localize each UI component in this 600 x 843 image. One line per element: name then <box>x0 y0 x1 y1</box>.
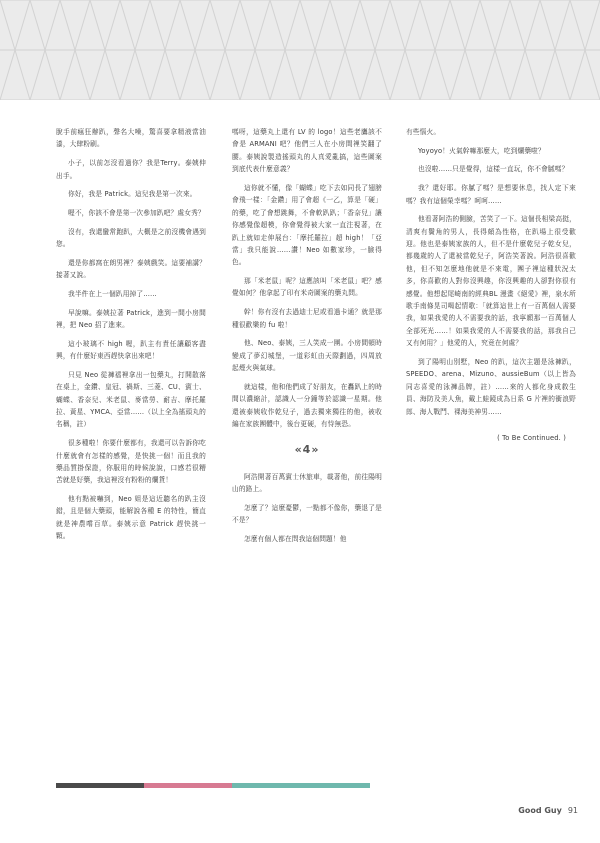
paragraph: 嗎呀，這藥丸上還有 LV 的 logo！這些老鷹該不會是 ARMANI 吧？他們三人在小房間裡笑翻了腰。泰姨說製造搖頭丸的人真愛亂搞，這些圖案到底代表什麼意義？ <box>232 128 382 174</box>
paragraph: 阿浩開著百萬賓士休旅車，載著他，前往陽明山的路上。 <box>232 472 382 494</box>
paragraph: 那「米老鼠」呢？這應該叫「米老鼠」吧？感覺如何？他拿起了印有米奇圖案的藥丸問。 <box>232 277 382 298</box>
footer-bar-dark <box>56 783 144 788</box>
paragraph: 怎麼有個人都在問我這個問題！他 <box>244 535 347 544</box>
page-footer <box>518 806 578 815</box>
paragraph: 早說嘛。泰姨拉著 Patrick，進到一間小房間裡，把 Neo 招了進來。 <box>56 308 206 329</box>
paragraph: 還是你都窩在朗男裡？泰姨戲笑。這要補講？接著又說。 <box>56 258 206 280</box>
section-number: «4» <box>294 443 320 457</box>
footer-bar-pink <box>144 783 232 788</box>
paragraph: 他有點被嚇到，Neo 姐是這近聽名的趴主沒錯，且是個大藥頭，能解說各種 E 的特性，簡直就是神農嚐百草。泰姨示意 Patrick 趕快挑一顆。 <box>56 495 206 541</box>
header-pattern <box>0 0 600 100</box>
paragraph: 有些惱火。 <box>406 128 441 136</box>
page-number: 91 <box>567 806 578 815</box>
column-3 <box>406 126 576 766</box>
paragraph: 喔不，你該不會是第一次參加趴吧？處女秀？ <box>68 208 205 217</box>
paragraph: 這小玻璃不 high 喔，趴主有責任讓顧客盡興，有什麼好東西趕快拿出來吧！ <box>56 339 206 361</box>
paragraph: 怎麼了？這麼憂鬱，一點都不像你，藥退了是不是？ <box>232 503 382 525</box>
paragraph: 到了陽明山別墅，Neo 的趴，這次主題是泳褲趴，SPEEDO、arena、Mizuno、aussieBum（以上皆為同志喜愛的泳褲品牌，註）……來的人都化身成救生員、海防及美人魚，戴上蛙鏡成為日系 G 片裡的衝浪野郎、海人戰鬥、裸海美神男…… <box>406 357 576 416</box>
paragraph: 脫手前瘋狂辦趴，聲名大噪，驚喜要拿精液當油漆，大肆粉刷。 <box>56 128 206 149</box>
paragraph: Yoyoyo！火氣幹嘛那麼大，吃到爛藥啦？ <box>418 146 545 155</box>
magazine-name: Good Guy <box>518 806 562 815</box>
paragraph: 也沒啦……只是覺得，這樣一直玩，你不會膩嗎？ <box>418 165 569 174</box>
paragraph: 這你就不懂，像「蝴蝶」吃下去如同長了翅膀會飛一樣：「金鑽」用了會超《一乙，算是「硬」的藥，吃了會想跳舞，不會軟趴趴；「香奈兒」讓你感覺像超模，你會覺得被大家一直注視著，在趴上就如走伸展台：「摩托羅拉」超 high！「亞當」我只能說……讚！Neo 如數家珍，一臉得色。 <box>232 183 382 267</box>
triangle-pattern-icon <box>0 0 600 100</box>
to-be-continued: ( To Be Continued. ) <box>497 434 566 443</box>
article-body <box>56 126 576 771</box>
paragraph: 沒有，我還蠻常跑趴，大概是之前沒機會遇到您。 <box>56 227 206 249</box>
paragraph: 他看著阿浩的側臉，苦笑了一下。這個長相梁高挺，清爽有鬢角的男人，長得頗為性格，在趴場上很受歡迎。他也是泰姨家族的人，但不是什麼乾兒子乾女兒，都幾歲的人了還被當乾兒子，阿浩笑著說。阿浩很喜歡他，但不知怎麼地他就是不來電，團子裡這種狀況太多，你喜歡的人對你沒興趣，你沒興趣的人卻對你很有感覺。他想起尾崎南的經典BL 漫畫《絕愛》裡，泉水所歌手南條晃司喝起情歌：「就算這世上有一百萬個人需要我，如果我愛的人不需要我的話，我寧願那一百萬個人全部死光……！如果我愛的人不需要我的話，那我自己又有何用？」他愛的人，究竟在何處？ <box>406 215 576 348</box>
paragraph: 我？還好耶。你膩了嗎？是想要休息，找人定下來嗎？我有這個榮幸嗎？呵呵…… <box>406 184 576 205</box>
paragraph: 小子，以前怎沒看過你？我是Terry。泰姨伸出手。 <box>56 159 206 180</box>
paragraph: 你好，我是 Patrick。這兒我是第一次來。 <box>68 190 197 199</box>
paragraph: 幹！你有沒有去過迪士尼或看過卡通？就是那種很歡樂的 fu 啦！ <box>232 308 382 329</box>
paragraph: 他、Neo、泰姨，三人笑成一團。小房間頓時變成了夢幻城堡，一道彩虹由天際劃過，四周放起煙火與氣球。 <box>232 339 382 373</box>
column-2 <box>232 126 382 766</box>
paragraph: 只見 Neo 從褲襠裡拿出一包藥丸，打開散落在桌上，金鑽、皇冠、禍斯、三菱、CU、賓士、蝴蝶、香奈兒、米老鼠、麥當勞、耐吉、摩托羅拉、黃星、YMCA、亞當……（以上全為搖頭丸的名稱，註） <box>56 370 206 429</box>
footer-bar-teal <box>232 783 370 788</box>
paragraph: 我半件在上一個趴用掉了…… <box>68 289 157 298</box>
paragraph: 很多種啦！你要什麼都有，我還可以告訴你吃什麼就會有怎樣的感覺，是快挑一個！而且我的藥品質掛保證，你服用的時候說說，口感若很糟苦就是好藥，我這裡沒有粉粉的爛貨！ <box>56 439 206 485</box>
column-1 <box>56 126 206 766</box>
paragraph: 就這樣，他和他們成了好朋友，在轟趴上的時間以濃縮計，認識人一分鐘等於認識一星期。他還被泰姨收作乾兒子，過去獨來獨往的他，被收編在家族團體中，後台更硬，有恃無恐。 <box>232 382 382 429</box>
